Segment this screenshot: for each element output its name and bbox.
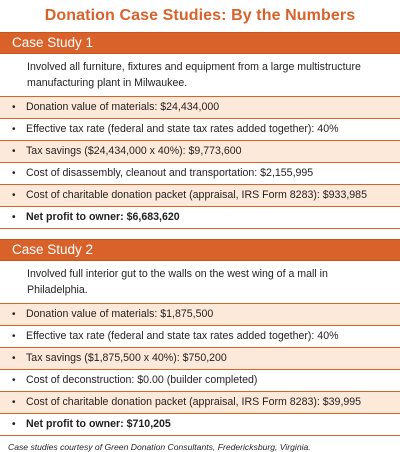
bullet-icon: • xyxy=(12,309,16,320)
bullet-icon: • xyxy=(12,375,16,386)
list-item-text: Tax savings ($1,875,500 x 40%): $750,200 xyxy=(26,352,227,364)
bullet-icon: • xyxy=(12,331,16,342)
list-item xyxy=(0,304,400,326)
page-title: Donation Case Studies: By the Numbers xyxy=(44,7,356,24)
case-study-1-header: Case Study 1 xyxy=(0,32,400,54)
list-item xyxy=(0,185,400,207)
list-item-text: Cost of charitable donation packet (appraisal, IRS Form 8283): $933,985 xyxy=(26,189,367,201)
list-item-text: Net profit to owner: $710,205 xyxy=(26,418,171,430)
list-item xyxy=(0,370,400,392)
bullet-icon: • xyxy=(12,146,16,157)
list-item-text: Tax savings ($24,434,000 x 40%): $9,773,600 xyxy=(26,145,242,157)
list-item xyxy=(0,163,400,185)
case-study-2-intro: Involved full interior gut to the walls on the west wing of a mall in Philadelphia. xyxy=(0,261,400,304)
list-item-text: Cost of disassembly, cleanout and transportation: $2,155,995 xyxy=(26,167,314,179)
bullet-icon: • xyxy=(12,397,16,408)
list-item xyxy=(0,392,400,414)
footnote: Case studies courtesy of Green Donation Consultants, Fredericksburg, Virginia. xyxy=(8,442,311,452)
bullet-icon: • xyxy=(12,102,16,113)
list-item xyxy=(0,326,400,348)
list-item-text: Net profit to owner: $6,683,620 xyxy=(26,211,180,223)
list-item-text: Effective tax rate (federal and state tax rates added together): 40% xyxy=(26,330,339,342)
bullet-icon: • xyxy=(12,212,16,223)
case-study-2 xyxy=(0,239,400,436)
list-item-text: Effective tax rate (federal and state tax rates added together): 40% xyxy=(26,123,339,135)
bullet-icon: • xyxy=(12,419,16,430)
bullet-icon: • xyxy=(12,190,16,201)
bullet-icon: • xyxy=(12,353,16,364)
list-item-text: Cost of charitable donation packet (appraisal, IRS Form 8283): $39,995 xyxy=(26,396,362,408)
list-item-text: Cost of deconstruction: $0.00 (builder completed) xyxy=(26,374,258,386)
case-study-1-intro: Involved all furniture, fixtures and equipment from a large multistructure manufacturing plant in Milwaukee. xyxy=(0,54,400,97)
section-spacer xyxy=(0,229,400,239)
list-item xyxy=(0,97,400,119)
bullet-icon: • xyxy=(12,124,16,135)
list-item-text: Donation value of materials: $1,875,500 xyxy=(26,308,214,320)
net-profit-row xyxy=(0,414,400,436)
case-study-1 xyxy=(0,32,400,229)
list-item xyxy=(0,119,400,141)
bullet-icon: • xyxy=(12,168,16,179)
list-item xyxy=(0,141,400,163)
list-item xyxy=(0,348,400,370)
case-study-2-header: Case Study 2 xyxy=(0,239,400,261)
net-profit-row xyxy=(0,207,400,229)
list-item-text: Donation value of materials: $24,434,000 xyxy=(26,101,220,113)
